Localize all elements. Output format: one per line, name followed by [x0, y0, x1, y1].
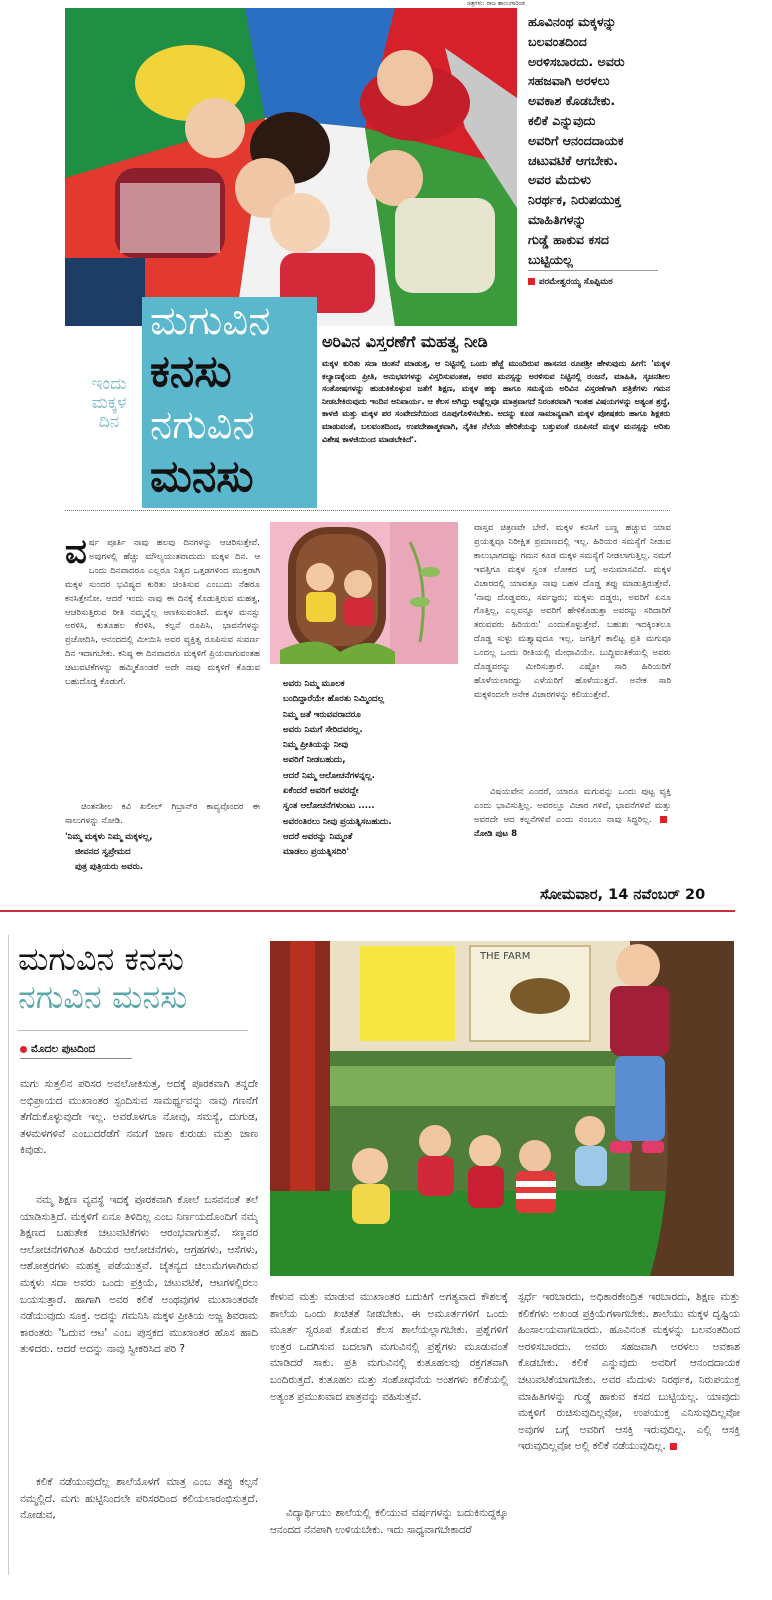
summary-paragraph: ಮಕ್ಕಳ ಕುರಿತು ಸದಾ ಚಿಂತನೆ ಮಾಡುತ್ತ, ಆ ನಿಟ್ಟಿನಲ್ಲಿ ಒಂದು ಹೆಜ್ಜೆ ಮುಂದಿರುವ ಹಾಸನದ ರೂಪಶ್ರೀ ಹೇಳುವುದು ಹೀಗೆ: 'ಮಕ್ಕಳ ಕಲ್ಯಾಣಕ್ಕೆಂದು ಪ್ರೀತಿ, ಅನುಭವಗಳನ್ನು ವಿಸ್ತರಿಸುವಂತಹ, ಅವರ ಮನಸ್ಸನ್ನು ಅರಳಿಸುವ ನಿಟ್ಟಿನಲ್ಲಿ ರಂಜನೆ, ಮಾಹಿತಿ, ಸೃಜನಶೀಲ ಸಂತೋಷಗಳನ್ನು ಹುಡುಕಿಕೊಳ್ಳುವ ಜತೆಗೆ ಶಿಕ್ಷಣ, ಮಕ್ಕಳ ಹಕ್ಕು ಹಾಗೂ ಸಮಸ್ಯೆಯ ಅರಿವಿನ ವಿಸ್ತರಣೆಗಾಗಿ ಪತ್ರಿಕೆಗಳು ಗಮನ ನೀಡಬೇಕಿರುವುದು ಇಂದಿನ ಅನಿವಾರ್ಯ. ಆ ಕೆಲಸ ಆಗಿದ್ದು ಅಷ್ಟೆಲ್ಲವೂ ಮಾತ್ರವಾಗದೆ ನಿರಂತರವಾಗಿ ಇಂತಹ ವಿಷಯಗಳನ್ನು ಅತ್ಯಂತ ಶ್ರದ್ಧೆ, ಕಾಳಜಿ ಮತ್ತು ಮಕ್ಕಳ ಪರ ಸಂವೇದನೆಯಿಂದ ರೂಪುಗೊಳಿಸಬೇಕು. ಅದನ್ನು ಕೂಡ ಸಾಮಾನ್ಯವಾಗಿ ಮಕ್ಕಳ ಪೋಷಕರು ಹಾಗೂ ಶಿಕ್ಷಕರು ಮಾಡುವಂತೆ, ಬಲವಂತದಿಂದ, ಉಪದೇಶಾತ್ಮಕವಾಗಿ, ನೈತಿಕ ನೆಲೆಯ ಹೇರಿಕೆಯನ್ನು ಬತ್ತುವಂತೆ ರೂಪಿಸದೆ ಮಕ್ಕಳ ಮನಸ್ಸನ್ನು ಅರಿತು ವಿಶೇಷ ಕಾಳಜಿಯಿಂದ ಮಾಡಬೇಕಿದೆ'.	[322, 359, 670, 444]
continued-bullet	[660, 816, 667, 823]
title-block	[142, 297, 317, 508]
intro-quote-line: ಅವಕಾಶ ಕೊಡಬೇಕು.	[528, 93, 616, 109]
end-marker	[670, 1443, 677, 1450]
poem-line: ಅವರಂತಿರಲು ನೀವು ಪ್ರಯತ್ನಿಸಬಹುದು.	[283, 816, 392, 827]
poem-line: ಅವರು ನಿಮ್ಮ ಮೂಲಕ	[283, 679, 345, 689]
farm-sign: THE FARM	[480, 951, 531, 962]
intro-quote-line: ಅವರ ಮೆದುಳು	[528, 172, 591, 188]
intro-quote-line: ಚಟುವಟಿಕೆ ಆಗಬೇಕು.	[528, 152, 619, 168]
page2-left-rule	[8, 935, 9, 1575]
playschool-illustration	[270, 941, 734, 1276]
tag-line-1: ಇಂದು	[91, 374, 127, 394]
poem-line: ಅವರು ನಿಮಗೆ ಸೇರಿದವರಲ್ಲ.	[283, 724, 363, 735]
quote-divider	[528, 270, 658, 271]
page2-title-line-2: ನಗುವಿನ ಮನಸು	[18, 978, 188, 1016]
poem-line: ಪುತ್ರ ಪುತ್ರಿಯರು ಅವರು.	[75, 861, 144, 872]
photo-credit: ಚಿತ್ರಗಳು: ರಾಜ ಶಾಂಬಗಾರಿಂಡ	[466, 0, 525, 7]
article-column-3	[474, 522, 671, 842]
author-bullet	[528, 278, 535, 285]
page2-title-line-1: ಮಗುವಿನ ಕನಸು	[18, 940, 184, 978]
poem-line: ನಿಮ್ಮ ಜತೆ ಇರುವವರಾದರೂ	[283, 709, 361, 720]
continued-link[interactable]: ನೋಡಿ ಪುಟ 8	[474, 828, 518, 839]
poem-line: ಆದರೆ ನಿಮ್ಮ ಆಲೋಚನೆಗಳನ್ನಲ್ಲ.	[283, 770, 375, 781]
p2-col3-text: ಸ್ಪರ್ಧೆ ಇರಬಾರದು, ಅಧಿಕಾರಕೇಂದ್ರಿತ ಇರಬಾರದು, ಶಿಕ್ಷಣ ಮತ್ತು ಕಲಿಕೆಗಳು ಅಖಂಡ ಪ್ರಕ್ರಿಯೆಗಳಾಗಬೇಕು. ಶಾಲೆಯು ಮಕ್ಕಳ ದೃಷ್ಟಿಯ ಹಿಂಸಾಲಯವಾಗಬಾರದು. ಹೂವಿನಂತ ಮಕ್ಕಳನ್ನು ಬಲವಂತದಿಂದ ಅರಳಿಸಬಾರದು. ಅವರು ಸಹಜವಾಗಿ ಅರಳಲು ಅವಕಾಶ ಕೊಡಬೇಕು. ಕಲಿಕೆ ಎನ್ನುವುದು ಅವರಿಗೆ ಆನಂದದಾಯಕ ಚಟುವಟಿಕೆಯಾಗಬೇಕು. ಅವರ ಮೆದುಳು ನಿರರ್ಥಕ, ನಿರುಪಯುಕ್ತ ಮಾಹಿತಿಗಳನ್ನು ಗುಡ್ಡೆ ಹಾಕುವ ಕಸದ ಬುಟ್ಟಿಯಲ್ಲ. ಯಾವುದು ಮಕ್ಕಳಿಗೆ ರುಚಿಸುವುದಿಲ್ಲವೋ, ಉಪಯುಕ್ತ ಎನಿಸುವುದಿಲ್ಲವೋ ಅವುಗಳ ಬಗ್ಗೆ ಅವರಿಗೆ ಆಸಕ್ತಿ ಇರುವುದಿಲ್ಲ. ಎಲ್ಲಿ ಆಸಕ್ತಿ ಇರುವುದಿಲ್ಲವೋ ಅಲ್ಲಿ ಕಲಿಕೆ ನಡೆಯುವುದಿಲ್ಲ.	[518, 1291, 740, 1453]
playschool-photo	[270, 941, 734, 1276]
drop-cap: ವ	[65, 537, 87, 572]
page2-title-divider	[18, 1030, 248, 1031]
poem-line: ಅವರಿಗೆ ನೀಡಬಹುದು,	[283, 755, 346, 766]
title-line-4: ಮನಸು	[150, 451, 254, 502]
poem-line: ಆದರೆ ಅವರನ್ನು ನಿಮ್ಮಂತೆ	[283, 831, 353, 842]
intro-quote-line: ಅರಳಿಸಬಾರದು. ಅವರು	[528, 53, 625, 69]
poem-line: ಸ್ವಂತ ಆಲೋಚನೆಗಳುಂಟು .....	[283, 801, 375, 812]
page2-column-3	[518, 1289, 740, 1555]
intro-quote-line: ಹೂವಿನಂಥ ಮಕ್ಕಳನ್ನು	[528, 14, 617, 29]
gibran-poem-start	[65, 830, 260, 875]
p2-col2-para2: ವಿದ್ಯಾರ್ಥಿಯು ಶಾಲೆಯಲ್ಲಿ ಕಲಿಯುವ ವರ್ಷಗಳನ್ನು ಬದುಕಿನುದ್ದಕ್ಕೂ ಆನಂದದ ನೆನಪಾಗಿ ಉಳಿಯಬೇಕು. ಇದು ಸಾಧ್ಯವಾಗಬೇಕಾದರೆ	[270, 1507, 508, 1536]
col3-paragraph: ವಾಸ್ತವ ಚಿತ್ರಣವೇ ಬೇರೆ. ಮಕ್ಕಳ ಕನಸಿಗೆ ಬಣ್ಣ ಹಚ್ಚುವ ಯಾವ ಪ್ರಯತ್ನವೂ ನಿರೀಕ್ಷಿತ ಪ್ರಮಾಣದಲ್ಲಿ ಇಲ್ಲ. ಹಿರಿಯರ ಸಮಸ್ಯೆಗೆ ನೀಡುವ ಕಾಲುಭಾಗದಷ್ಟು ಗಮನ ಕೂಡ ಮಕ್ಕಳ ಸಮಸ್ಯೆಗೆ ನೀಡಲಾಗುತ್ತಿಲ್ಲ. ನಮಗೆ ಇವತ್ತಿಗೂ ಮಕ್ಕಳ ಸ್ವಂತ ಲೋಕದ ಬಗ್ಗೆ ಅನುಮಾನವಿದೆ. ಮಕ್ಕಳ ವಿಚಾರದಲ್ಲಿ ಯಾವತ್ತೂ ನಾವು ಬಹಳ ದೊಡ್ಡ ತಪ್ಪು ಮಾಡುತ್ತಿರುತ್ತೇವೆ. 'ನಾವು ದೊಡ್ಡವರು, ಸರ್ವಜ್ಞರು; ಮಕ್ಕಳು ದಡ್ಡರು, ಅವರಿಗೆ ಏನೂ ಗೊತ್ತಿಲ್ಲ, ಎಲ್ಲವನ್ನೂ ಅವರಿಗೆ ಹೇಳಿಕೊಡುತ್ತಾ ಅವರನ್ನು ಸರಿದಾರಿಗೆ ತರುವವರು ಹಿರಿಯರು' ಎಂದುಕೊಳ್ಳುತ್ತೇವೆ. ಬಹುಶಃ ಇದಕ್ಕಿಂತಲೂ ದೊಡ್ಡ ಸುಳ್ಳು ಮತ್ತ್ಯಾವುದೂ ಇಲ್ಲ. ಜಗತ್ತಿಗೆ ಕಾಲಿಟ್ಟ ಪ್ರತಿ ಮಗುವೂ ಒಂದಲ್ಲ ಒಂದು ರೀತಿಯಲ್ಲಿ ಮೇಧಾವಿಯೇ. ಬುದ್ಧಿವಂತಿಕೆಯಲ್ಲಿ ಅವರು ದೊಡ್ಡವರನ್ನು ಮೀರಿಸುತ್ತಾರೆ. ಎಷ್ಟೋ ಸಾರಿ ಹಿರಿಯರಿಗೆ ಹೊಳೆಯಲಾರದ್ದು ಎಳೆಯರಿಗೆ ಹೊಳೆಯುತ್ತದೆ. ಅನೇಕ ಸಾರಿ ಮಕ್ಕಳಿಂದಲೇ ಅನೇಕ ವಿಚಾರಗಳನ್ನು ಕಲಿಯುತ್ತೇವೆ.	[474, 523, 671, 700]
title-line-2: ಕನಸು	[150, 346, 232, 397]
p2-col2-para1: ಕೇಳುವ ಮತ್ತು ಮಾಡುವ ಮುಖಾಂತರ ಬದುಕಿಗೆ ಅಗತ್ಯವಾದ ಕೌಶಲಕ್ಕೆ ಶಾಲೆಯ ಒಂದು ಖಚಿತತೆ ನೀಡಬೇಕು. ಈ ಅಮೂರ್ತಗಳಿಗೆ ಒಂದು ಮೂರ್ತ ಸ್ವರೂಪ ಕೊಡುವ ಕೆಲಸ ಶಾಲೆಯಲ್ಲಾಗಬೇಕು. ಪ್ರಶ್ನೆಗಳಿಗೆ ಉತ್ತರ ಒದಗಿಸುವ ಬದಲಾಗಿ ಮಗುವಿನಲ್ಲಿ ಪ್ರಶ್ನೆಗಳು ಮೂಡುವಂತೆ ಮಾಡಿದರೆ ಸಾಕು. ಪ್ರತಿ ಮಗುವಿನಲ್ಲಿ ಕುತೂಹಲವು ರಕ್ತಗತವಾಗಿ ಬಂದಿರುತ್ತದೆ. ಕುತೂಹಲ ಮತ್ತು ಸಂಶೋಧನೆಯ ಅಂಶಗಳು ಕಲಿಕೆಯಲ್ಲಿ ಅತ್ಯಂತ ಪ್ರಮುಖವಾದ ಪಾತ್ರವನ್ನು ವಹಿಸುತ್ತವೆ.	[270, 1291, 508, 1403]
poem-line: ನಿಮ್ಮ ಪ್ರೀತಿಯನ್ನು ನೀವು	[283, 740, 349, 751]
poem-line: ಜೀವನದ ಸ್ವಪ್ರೇಮದ	[75, 846, 131, 857]
intro-quote-line: ಕಲಿಕೆ ಎನ್ನುವುದು	[528, 112, 596, 128]
p2-col3-para1	[518, 1289, 740, 1555]
p2-col1-para1: ಮಗು ಸುತ್ತಲಿನ ಪರಿಸರ ಅವಲೋಕಿಸುತ್ತ, ಅದಕ್ಕೆ ಪೂರಕವಾಗಿ ತನ್ನದೇ ಅಭಿಪ್ರಾಯದ ಮುಖಾಂತರ ಸ್ಪಂದಿಸುವ ಸಾಮರ್ಥ್ಯವನ್ನು ನಾವು ಗಣನೆಗೆ ತೆಗೆದುಕೊಳ್ಳುವುದೇ ಇಲ್ಲ. ಅವರೊಳಗೂ ನೋವು, ಸಮಸ್ಯೆ, ದುಗುಡ, ತಳಮಳಗಳಿವೆ ಎಂಬುದರೆಡೆಗೆ ನಮಗೆ ಜಾಣ ಕುರುಡು ಮತ್ತು ಜಾಣ ಕಿವುಡು.	[20, 1078, 258, 1157]
intro-quote-line: ಗುಡ್ಡೆ ಹಾಕುವ ಕಸದ	[528, 231, 609, 247]
from-page-underline	[20, 1058, 132, 1059]
tag-line-3: ದಿನ	[98, 412, 120, 432]
p2-col1-para2: ನಮ್ಮ ಶಿಕ್ಷಣ ವ್ಯವಸ್ಥೆ ಇದಕ್ಕೆ ಪೂರಕವಾಗಿ ಕೋಲೆ ಬಸವನಂತೆ ತಲೆ ಯಾಡಿಸುತ್ತಿದೆ. ಮಕ್ಕಳಿಗೆ ಏನೂ ತಿಳಿದಿಲ್ಲ ಎಂಬ ನಿರ್ಣಯದೊಂದಿಗೆ ನಮ್ಮ ಶಿಕ್ಷಣದ ಬಹುತೇಕ ಚಟುವಟಿಕೆಗಳು ಆರಂಭವಾಗುತ್ತವೆ. ಸಣ್ಣವರ ಆಲೋಚನೆಗಳಿಗಿಂತ ಹಿರಿಯರ ಆಲೋಚನೆಗಳು, ಆಗ್ರಹಗಳು, ಆಸೆಗಳು, ಆಶೋತ್ತರಗಳು ಮಹತ್ವ ಪಡೆಯುತ್ತವೆ. ಚೈತನ್ಯದ ಚಿಲುಮೆಗಳಾಗಿರುವ ಮಕ್ಕಳು ಸದಾ ಅವರು ಒಂದು ಪ್ರಕ್ರಿಯೆ, ಚಟುವಟಿಕೆ, ಆಟಗಳಲ್ಲಿರಲು ಬಯಸುತ್ತಾರೆ. ಹಾಗಾಗಿ ಅವರ ಕಲಿಕೆ ಅಂಥವುಗಳ ಮುಖಾಂತರವೇ ನಡೆಯುವುದು ಸೂಕ್ತ. ಅದನ್ನು ಗಮನಿಸಿ ಮಕ್ಕಳ ಪ್ರೀತಿಯ ಅಜ್ಜ ಶಿವರಾಮ ಕಾರಂತರು 'ಓದುವ ಆಟ' ಎಂಬ ಪುಸ್ತಕದ ಮುಖಾಂತರ ಹೊಸ ಹಾದಿ ತುಳಿದರು. ಆದರೆ ಅದನ್ನು ನಾವು ಸ್ವೀಕರಿಸಿದ ಪರಿ ?	[20, 1194, 258, 1356]
article-column-1	[65, 537, 260, 875]
page2-column-2	[270, 1289, 508, 1555]
from-page-bullet	[20, 1046, 27, 1053]
col1-text: ರ್ಷ ಪೂರ್ತಿ ನಾವು ಹಲವು ದಿನಗಳನ್ನು ಆಚರಿಸುತ್ತೇವೆ. ಅವುಗಳಲ್ಲಿ ಹೆಚ್ಚು ಮೌಲ್ಯಯುತವಾದುದು ಮಕ್ಕಳ ದಿನ. ಆ ಒಂದು ದಿನವಾದರೂ ಎಲ್ಲರೂ ನಿತ್ಯದ ಒತ್ತಡಗಳಿಂದ ಮುಕ್ತರಾಗಿ ಮಕ್ಕಳ ಸುಂದರ ಭವಿಷ್ಯದ ಕುರಿತು ಚಿಂತಿಸುವ ಎಂಬುದು ನೆಹರೂ ಕನಸಿತ್ತೇನೋ. ಆದರೆ ಇಂದು ನಾವು ಈ ದಿನಕ್ಕೆ ಕೊಡುತ್ತಿರುವ ಮಹತ್ವ, ಆಚರಿಸುತ್ತಿರುವ ರೀತಿ ನಮ್ಮನ್ನೆಲ್ಲ ಆಣಕಿಸುವಂತಿದೆ. ಮಕ್ಕಳ ಮನಸ್ಸು ಅರಳಿಸಿ, ಕುತೂಹಲ ಕೆರಳಿಸಿ, ಕಲ್ಪನೆ ರೂಪಿಸಿ, ಭಾವನೆಗಳನ್ನು ಪ್ರಚೋದಿಸಿ, ಆನಂದದಲ್ಲಿ ಮೀಯಿಸಿ ಅವರ ವ್ಯಕ್ತಿತ್ವ ರೂಪಿಸುವ ಸುವರ್ಣ ದಿನ ಇದಾಗಬೇಕು. ಕನಿಷ್ಠ ಈ ದಿನವಾದರೂ ಮಕ್ಕಳಿಗೆ ಪ್ರಿಯವಾಗುವಂತಹ ಚಟುವಟಿಕೆಗಳನ್ನು ಹಮ್ಮಿಕೊಂಡರೆ ಅದೇ ನಾವು ಮಕ್ಕಳಿಗೆ ಕೊಡುವ ಬಹುದೊಡ್ಡ ಕೊಡುಗೆ.	[65, 538, 260, 688]
date-line: ಸೋಮವಾರ, 14 ನವೆಂಬರ್ 20	[540, 887, 706, 903]
intro-quote-line: ಅವರಿಗೆ ಆನಂದದಾಯಕ	[528, 132, 624, 148]
intro-quote-line: ಬುಟ್ಟಿಯಲ್ಲ	[528, 251, 573, 267]
from-page-label: ಮೊದಲ ಪುಟದಿಂದ	[31, 1043, 96, 1055]
col3-paragraph-2	[474, 786, 671, 842]
poem-line: 'ನಿಮ್ಮ ಮಕ್ಕಳು ನಿಮ್ಮ ಮಕ್ಕಳಲ್ಲ,	[65, 831, 153, 842]
quote-author	[528, 277, 613, 287]
intro-quote	[528, 12, 678, 269]
gibran-poem-continued	[283, 677, 463, 861]
title-line-3: ನಗುವಿನ	[150, 402, 255, 448]
page-separator-red	[0, 910, 735, 912]
poem-line: ಮಾಡಲು ಪ್ರಯತ್ನಿಸದಿರಿ'	[283, 847, 350, 858]
page2-column-1	[20, 1076, 258, 1524]
col3-text2: ವಿಷಯವೇನ ಎಂದರೆ, ಯಾರೂ ಮಗುವನ್ನು ಒಂದು ಪುಟ್ಟ ವ್ಯಕ್ತಿ ಎಂದು ಭಾವಿಸುತ್ತಿಲ್ಲ. ಅವರಲ್ಲೂ ವಿಚಾರ ಗಳಿವೆ, ಭಾವನೆಗಳಿವೆ ಮತ್ತು ಅವರದೇ ಆದ ಕಲ್ಪನೆಗಳಿವೆ ಎಂದು ನಂಬಲು ನಾವು ಸಿದ್ಧರಿಲ್ಲ.	[474, 787, 671, 825]
tag-line-2: ಮಕ್ಕಳ	[91, 393, 127, 413]
from-first-page	[20, 1043, 95, 1056]
childrens-day-tag	[80, 375, 138, 432]
children-circle-photo	[65, 8, 517, 326]
col1-paragraph	[65, 537, 260, 799]
intro-quote-line: ನಿರರ್ಥಕ, ನಿರುಪಯುಕ್ತ	[528, 192, 622, 208]
intro-quote-line: ಮಾಹಿತಿಗಳನ್ನು	[528, 211, 587, 227]
col1-paragraph-2: ಚಿಂತನಶೀಲ ಕವಿ ಖಲೀಲ್ ಗಿಬ್ರಾನ್‌ರ ಕಾವ್ಯವೊಂದರ ಈ ಸಾಲುಗಳನ್ನು ನೋಡಿ.	[65, 802, 260, 826]
toddlers-window-photo	[270, 522, 458, 664]
title-line-1: ಮಗುವಿನ	[150, 298, 271, 344]
intro-quote-line: ಸಹಜವಾಗಿ ಅರಳಲು	[528, 73, 610, 89]
poem-line: ಏಕೆಂದರೆ ಅವರಿಗೆ ಅವರದ್ದೇ	[283, 786, 359, 797]
subheading: ಅರಿವಿನ ವಿಸ್ತರಣೆಗೆ ಮಹತ್ವ ನೀಡಿ	[322, 332, 488, 351]
dotted-divider	[65, 510, 670, 511]
author-name: ಪರಮೇಶ್ವರಯ್ಯ ಸೊಪ್ಪಿಮಠ	[539, 277, 613, 287]
p2-col1-para3: ಕಲಿಕೆ ನಡೆಯುವುದೆಲ್ಲ ಶಾಲೆಯೊಳಗೆ ಮಾತ್ರ ಎಂಬ ತಪ್ಪು ಕಲ್ಪನೆ ನಮ್ಮಲ್ಲಿದೆ. ಮಗು ಹುಟ್ಟಿನಿಂದಲೇ ಪರಿಸರದಿಂದ ಕಲಿಯಲಾರಂಭಿಸುತ್ತದೆ. ನೋಡುವ,	[20, 1476, 258, 1522]
intro-quote-line: ಬಲವಂತದಿಂದ	[528, 33, 587, 49]
children-circle-illustration	[65, 8, 517, 326]
toddlers-window-illustration	[270, 522, 458, 664]
poem-line: ಬಂದಿದ್ದಾರೆಯೇ ಹೊರತು ನಿಮ್ಮಿಂದಲ್ಲ	[283, 694, 385, 705]
